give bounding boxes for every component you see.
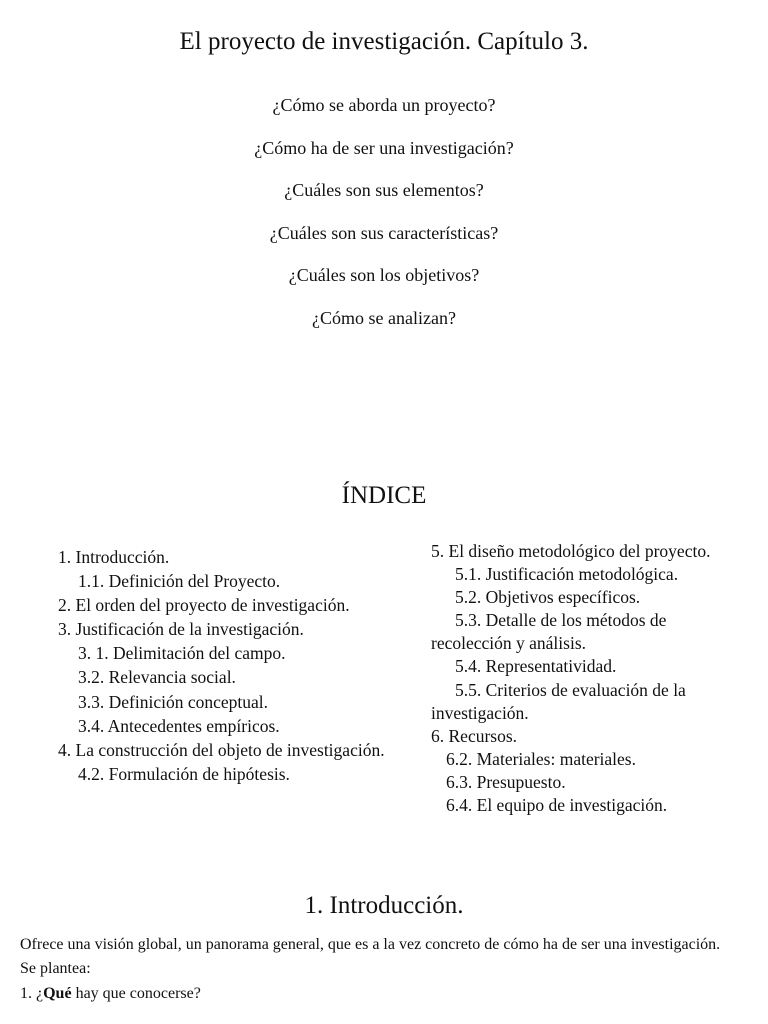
- toc-entry: 5.5. Criterios de evaluación de la investigación.: [431, 679, 686, 723]
- toc-entry: 1.1. Definición del Proyecto.: [78, 571, 281, 592]
- toc-entry: 2. El orden del proyecto de investigación.: [58, 595, 350, 616]
- section-body: [20, 936, 738, 1004]
- toc-entry: 3.2. Relevancia social.: [78, 667, 236, 688]
- toc-entry: 6.4. El equipo de investigación.: [446, 795, 668, 816]
- toc-entry: 3.4. Antecedentes empíricos.: [78, 715, 280, 736]
- toc-entry: 5.3. Detalle de los métodos de recolección y análisis.: [431, 610, 667, 654]
- toc-entry: 6.2. Materiales: materiales.: [446, 748, 636, 769]
- toc-entry: 5. El diseño metodológico del proyecto.: [431, 541, 711, 561]
- list-item-emphasis: Qué: [43, 985, 72, 1002]
- document-title: El proyecto de investigación. Capítulo 3.: [179, 28, 589, 55]
- toc-left-column: [58, 545, 428, 786]
- toc-entry: 5.4. Representatividad.: [455, 656, 617, 677]
- toc-entry: 3. 1. Delimitación del campo.: [78, 643, 286, 664]
- toc-entry: 6.3. Presupuesto.: [446, 771, 566, 792]
- section-title: 1. Introducción.: [304, 892, 464, 919]
- question-item: ¿Cuáles son sus características?: [269, 222, 499, 243]
- paragraph: Se plantea:: [20, 959, 91, 977]
- list-item-number: 1. ¿: [20, 985, 44, 1002]
- question-item: ¿Cuáles son sus elementos?: [284, 180, 484, 201]
- question-list: [0, 94, 768, 350]
- question-item: ¿Cómo ha de ser una investigación?: [254, 137, 514, 158]
- question-item: ¿Cómo se analizan?: [312, 307, 456, 328]
- toc-entry: 3.3. Definición conceptual.: [78, 691, 269, 712]
- list-item-text: hay que conocerse?: [71, 985, 201, 1002]
- paragraph: Ofrece una visión global, un panorama general, que es a la vez concreto de cómo ha de ser una investigación.: [20, 936, 721, 953]
- toc-entry: 3. Justificación de la investigación.: [58, 619, 304, 640]
- toc-entry: 6. Recursos.: [431, 725, 518, 746]
- toc-right-column: [431, 540, 751, 817]
- question-item: ¿Cuáles son los objetivos?: [288, 265, 480, 286]
- toc-entry: 4. La construcción del objeto de investigación.: [58, 739, 385, 760]
- toc-entry: 1. Introducción.: [58, 547, 170, 567]
- list-item: [20, 985, 738, 1004]
- toc-entry: 5.2. Objetivos específicos.: [455, 587, 641, 608]
- toc-entry: 5.1. Justificación metodológica.: [455, 564, 679, 585]
- toc-entry: 4.2. Formulación de hipótesis.: [78, 763, 290, 784]
- question-item: ¿Cómo se aborda un proyecto?: [272, 95, 496, 115]
- index-title: ÍNDICE: [341, 482, 427, 509]
